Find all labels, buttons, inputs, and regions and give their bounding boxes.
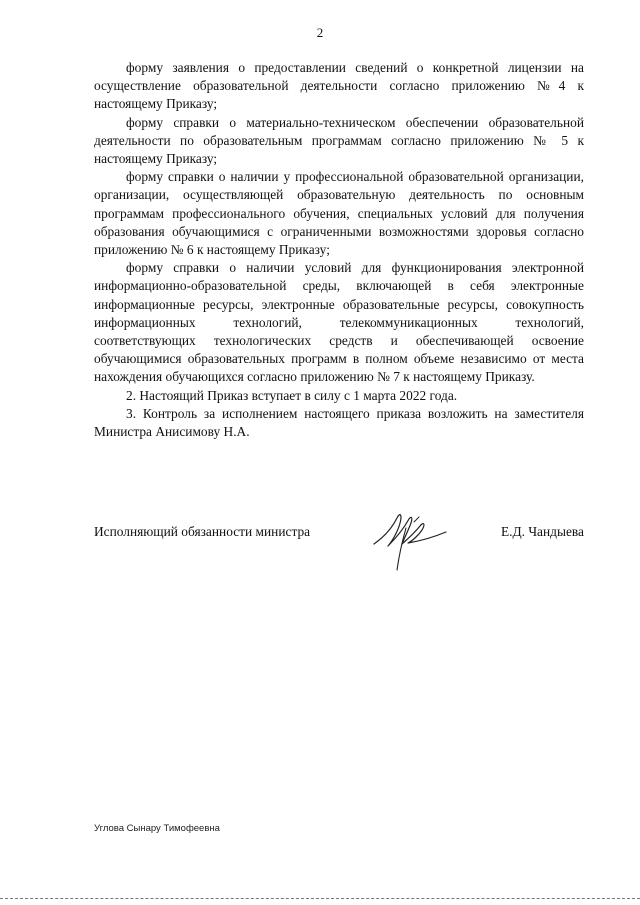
paragraph-control-clause: 3. Контроль за исполнением настоящего приказа возложить на заместителя Министра Анисимову Н.А. xyxy=(94,405,584,440)
executor-name: Углова Сынару Тимофеевна xyxy=(94,823,220,834)
handwritten-signature xyxy=(366,504,456,574)
page-number: 2 xyxy=(316,25,324,40)
paragraph-material-support-form: форму справки о материально-техническом обеспечении образовательной деятельности по образовательным программам согласно приложению № 5 к настоящему Приказу; xyxy=(94,114,584,167)
signatory-name: Е.Д. Чандыева xyxy=(500,524,584,539)
paragraph-license-info-form: форму заявления о предоставлении сведений о конкретной лицензии на осуществление образовательной деятельности согласно приложению №4 к настоящему Приказу; xyxy=(94,60,584,112)
bottom-divider xyxy=(0,898,640,900)
signatory-title: Исполняющий обязанности министра xyxy=(94,524,311,539)
paragraph-effective-date: 2. Настоящий Приказ вступает в силу с 1 марта 2022 года. xyxy=(126,387,458,403)
order-body-text xyxy=(94,59,584,441)
paragraph-special-conditions-form: форму справки о наличии у профессиональной образовательной организации, организации, осуществляющей образовательную деятельность по основным программам профессионального обучения, специальных условий для получения образования обучающимися с ограниченными возможностями здоровья согласно приложению № 6 к настоящему Приказу; xyxy=(94,169,584,258)
paragraph-e-learning-environment-form: форму справки о наличии условий для функционирования электронной информационно-образовательной среды, включающей в себя электронные информационные ресурсы, электронные образовательные ресурсы, совокупность информационных технологий, телекоммуникационных технологий, соответствующих технологических средств и обеспечивающей освоение обучающимися образовательных программ в полном объеме независимо от места нахождения обучающихся согласно приложению № 7 к настоящему Приказу. xyxy=(94,260,584,385)
